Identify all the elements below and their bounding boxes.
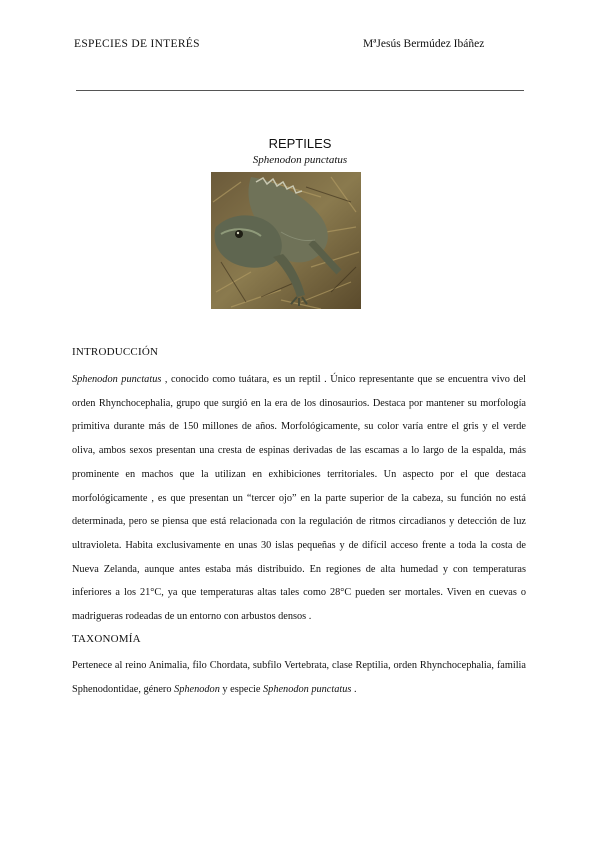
page-title: REPTILES	[268, 136, 332, 151]
taxonomy-paragraph	[72, 654, 526, 701]
intro-paragraph	[72, 368, 526, 629]
species-name-italic-2: Sphenodon punctatus	[263, 683, 352, 695]
header-divider	[76, 90, 524, 91]
section-heading-introduccion: INTRODUCCIÓN	[72, 346, 159, 358]
section-heading-taxonomia: TAXONOMÍA	[72, 633, 141, 645]
header-title: ESPECIES DE INTERÉS	[74, 38, 200, 50]
page-subtitle: Sphenodon punctatus	[252, 154, 348, 166]
species-name-italic: Sphenodon punctatus	[72, 374, 162, 385]
genus-name-italic: Sphenodon	[174, 683, 220, 695]
taxonomy-text-3: .	[351, 683, 357, 695]
taxonomy-text-2: y especie	[219, 683, 264, 695]
tuatara-photo	[211, 172, 361, 309]
intro-body-text: , conocido como tuátara, es un reptil . Único representante que se encuentra vivo del orden Rhynchocephalia, grupo que surgió en la era de los dinosaurios. Destaca por mantener su morfología primitiva durante más de 150 millones de años. Morfológicamente, su color varía entre el gris y el verde oliva, ambos sexos presentan una cresta de espinas derivadas de las escamas a lo largo de la espalda, más prominente en machos que la utilizan en exhibiciones territoriales. Un aspecto por el que destaca morfológicamente , es que presentan un “tercer ojo” en la parte superior de la cabeza, su función no está determinada, pero se piensa que está relacionada con la regulación de ritmos circadianos y detección de luz ultravioleta. Habita exclusivamente en unas 30 islas pequeñas y de difícil acceso frente a toda la costa de Nueva Zelanda, aunque antes estaba más distribuido. En regiones de alta humedad y con temperaturas inferiores a los 21°C, ya que temperaturas altas tales como 28°C pueden ser mortales. Viven en cuevas o madrigueras rodeadas de un entorno con arbustos densos .	[72, 374, 527, 623]
header-author: MªJesús Bermúdez Ibáñez	[363, 38, 485, 50]
taxonomy-text-1: Pertenece al reino Animalia, filo Chordata, subfilo Vertebrata, clase Reptilia, orden Rhynchocephalia, familia Sphenodontidae, género	[72, 660, 526, 695]
